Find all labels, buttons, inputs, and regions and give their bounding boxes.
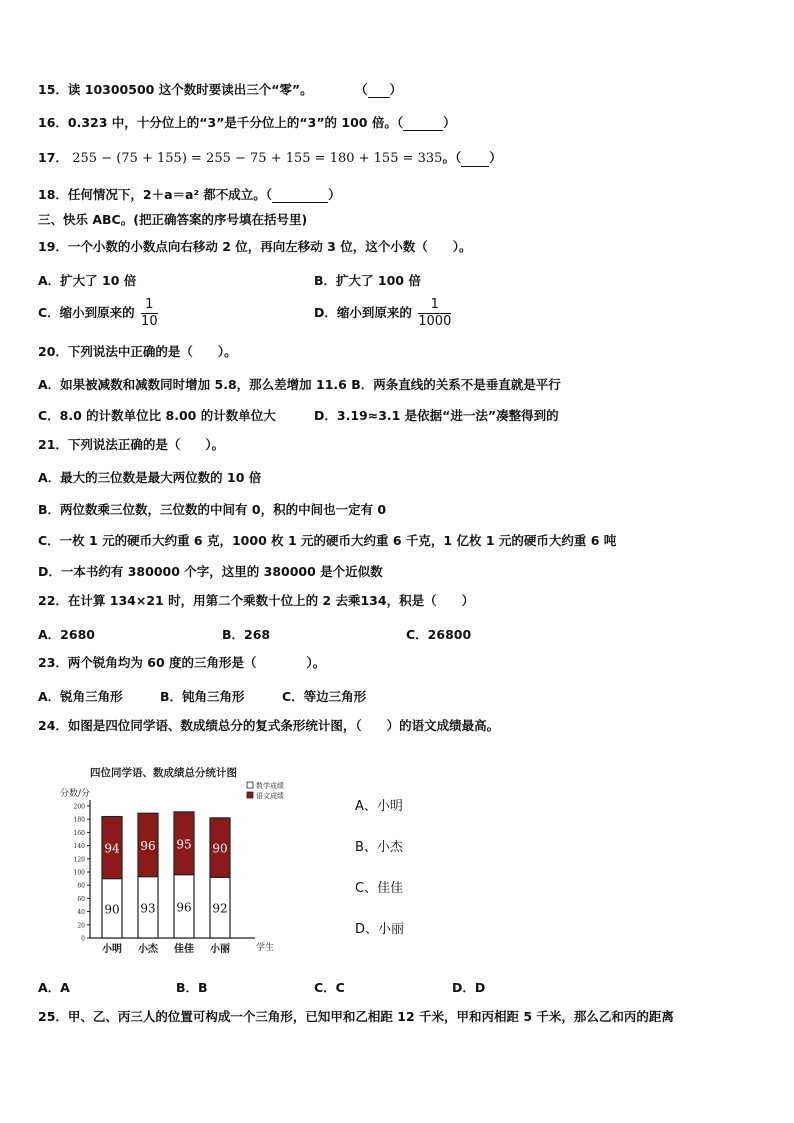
- q24-number: 24．: [38, 718, 68, 733]
- q21-option-b[interactable]: B．两位数乘三位数，三位数的中间有 0，积的中间也一定有 0: [38, 502, 387, 517]
- q18-answer-blank[interactable]: [272, 190, 328, 203]
- question-19: [38, 239, 471, 255]
- q15-number: 15．: [38, 82, 68, 97]
- q22-option-a[interactable]: A．2680: [38, 627, 95, 642]
- bar-value-label: 93: [140, 901, 156, 916]
- q19-option-b[interactable]: B．扩大了 100 倍: [314, 273, 421, 288]
- q19-option-d[interactable]: [314, 297, 451, 330]
- q19-option-c-label: C．缩小到原来的: [38, 305, 135, 320]
- q20-option-d[interactable]: D．3.19≈3.1 是依据“进一法”凑整得到的: [314, 408, 559, 423]
- q21-option-d[interactable]: D．一本书约有 380000 个字，这里的 380000 是个近似数: [38, 564, 383, 579]
- q16-text: 0.323 中，十分位上的“3”是千分位上的“3”的 100 倍。: [67, 115, 397, 130]
- q17-answer-blank[interactable]: [461, 154, 489, 167]
- y-tick-label: 180: [73, 816, 85, 824]
- q24-side-option-c[interactable]: C、佳佳: [355, 881, 404, 896]
- q16-number: 16．: [38, 115, 68, 130]
- q19-option-d-label: D．缩小到原来的: [314, 305, 412, 320]
- legend-swatch: [247, 792, 253, 798]
- bar-value-label: 96: [176, 900, 192, 915]
- q22-number: 22．: [38, 593, 68, 608]
- y-tick-label: 0: [81, 935, 85, 943]
- q24-text: 如图是四位同学语、数成绩总分的复式条形统计图，（ ）的语文成绩最高。: [67, 718, 500, 733]
- q24-side-option-b[interactable]: B、小杰: [355, 840, 403, 855]
- q23-option-c[interactable]: C．等边三角形: [282, 689, 367, 704]
- section-3-heading: 三、快乐 ABC。(把正确答案的序号填在括号里): [38, 212, 308, 227]
- q22-option-b[interactable]: B．268: [222, 627, 271, 642]
- q16-paren-close: ）: [443, 115, 456, 130]
- question-20: [38, 344, 237, 360]
- bar-value-label: 90: [104, 902, 120, 917]
- q20-text: 下列说法中正确的是（ ）。: [67, 344, 237, 359]
- x-tick-label: 小丽: [210, 944, 230, 955]
- q21-number: 21．: [38, 437, 68, 452]
- q21-option-c[interactable]: C．一枚 1 元的硬币大约重 6 克，1000 枚 1 元的硬币大约重 6 千克，1 亿枚 1 元的硬币大约重 6 吨: [38, 533, 617, 548]
- bar-value-label: 92: [212, 901, 228, 916]
- q19-text: 一个小数的小数点向右移动 2 位，再向左移动 3 位，这个小数（ ）。: [67, 239, 472, 254]
- question-24: [38, 718, 499, 734]
- q20-number: 20．: [38, 344, 68, 359]
- q24-answer-d[interactable]: D．D: [452, 980, 486, 995]
- legend-swatch: [247, 782, 253, 788]
- bar-chart: [60, 758, 290, 968]
- q23-number: 23．: [38, 655, 68, 670]
- q23-option-a[interactable]: A．锐角三角形: [38, 689, 123, 704]
- y-tick-label: 80: [77, 882, 85, 890]
- q16-paren-open: （: [396, 115, 404, 130]
- q22-text: 在计算 134×21 时，用第二个乘数十位上的 2 去乘134，积是（ ）: [67, 593, 475, 608]
- q25-text: 甲、乙、丙三人的位置可构成一个三角形，已知甲和乙相距 12 千米，甲和丙相距 5 千米，那么乙和丙的距离: [67, 1009, 674, 1024]
- q19-number: 19．: [38, 239, 68, 254]
- y-tick-label: 100: [73, 869, 85, 877]
- q23-text: 两个锐角均为 60 度的三角形是（ ）。: [67, 655, 326, 670]
- y-tick-label: 40: [77, 909, 85, 917]
- question-18: [38, 187, 341, 203]
- y-tick-label: 140: [73, 843, 85, 851]
- q17-expression: 255 − (75 + 155) = 255 − 75 + 155 = 180 + 155 = 335: [72, 151, 443, 166]
- y-tick-label: 20: [77, 922, 85, 930]
- q15-paren-close: ）: [389, 82, 403, 97]
- q17-number: 17．: [38, 150, 68, 165]
- q15-text: 读 10300500 这个数时要读出三个“零”。: [67, 82, 313, 97]
- q19-option-c[interactable]: [38, 297, 158, 330]
- question-17: [38, 150, 502, 167]
- q16-answer-blank[interactable]: [403, 118, 443, 131]
- x-tick-label: 小杰: [138, 944, 158, 955]
- question-15: [38, 82, 402, 98]
- question-22: [38, 593, 474, 609]
- q18-number: 18．: [38, 187, 68, 202]
- q20-options-ab[interactable]: A．如果被减数和减数同时增加 5.8，那么差增加 11.6 B．两条直线的关系不是垂直就是平行: [38, 377, 561, 392]
- legend-label: 语文成绩: [256, 792, 284, 800]
- chart-title: 四位同学语、数成绩总分统计图: [90, 767, 237, 779]
- x-tick-label: 小明: [102, 944, 122, 955]
- q24-side-option-d[interactable]: D、小丽: [355, 922, 405, 937]
- q21-option-a[interactable]: A．最大的三位数是最大两位数的 10 倍: [38, 470, 262, 485]
- q15-answer-blank[interactable]: [368, 85, 390, 98]
- q23-option-b[interactable]: B．钝角三角形: [160, 689, 245, 704]
- bar-value-label: 96: [140, 838, 156, 853]
- q21-text: 下列说法正确的是（ ）。: [67, 437, 225, 452]
- q24-answer-c[interactable]: C．C: [314, 980, 345, 995]
- q15-paren-open: （: [354, 82, 368, 97]
- x-axis-label: 学生: [256, 943, 275, 953]
- x-tick-label: 佳佳: [174, 944, 194, 955]
- q24-side-option-a[interactable]: A、小明: [355, 799, 403, 814]
- legend-label: 数学成绩: [256, 782, 284, 790]
- q17-paren-close: ）: [489, 150, 502, 165]
- q24-answer-a[interactable]: A．A: [38, 980, 70, 995]
- bar-value-label: 94: [104, 841, 120, 856]
- question-23: [38, 655, 325, 671]
- q19-option-d-fraction: $\frac{1}{1000}$: [418, 297, 452, 329]
- q19-option-a[interactable]: A．扩大了 10 倍: [38, 273, 137, 288]
- bar-value-label: 90: [212, 841, 228, 856]
- q24-answer-b[interactable]: B．B: [176, 980, 208, 995]
- q18-paren-close: ）: [328, 187, 341, 202]
- q19-option-c-fraction: $\frac{1}{10}$: [141, 297, 158, 329]
- q22-option-c[interactable]: C．26800: [406, 627, 472, 642]
- question-25: [38, 1009, 674, 1025]
- q25-number: 25．: [38, 1009, 68, 1024]
- question-16: [38, 115, 456, 131]
- y-tick-label: 60: [77, 895, 85, 903]
- y-tick-label: 120: [73, 856, 85, 864]
- y-tick-label: 200: [73, 803, 85, 811]
- bar-value-label: 95: [176, 837, 192, 852]
- question-21: [38, 437, 224, 453]
- q18-text: 任何情况下，2＋a＝a² 都不成立。（: [67, 187, 273, 202]
- q20-option-c[interactable]: C．8.0 的计数单位比 8.00 的计数单位大: [38, 408, 276, 423]
- y-axis-label: 分数/分: [60, 789, 91, 799]
- q17-tail: 。（: [442, 150, 462, 165]
- y-tick-label: 160: [73, 829, 85, 837]
